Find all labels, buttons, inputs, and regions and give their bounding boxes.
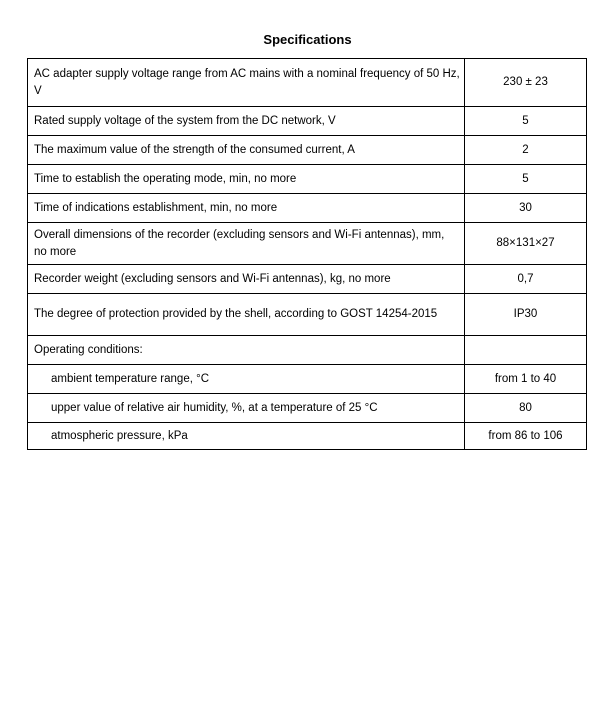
param-cell xyxy=(28,165,465,194)
param-text: The degree of protection provided by the shell, according to GOST 14254-2015 xyxy=(34,308,438,320)
param-text: AC adapter supply voltage range from AC mains with a nominal frequency of 50 Hz, V xyxy=(34,67,460,97)
table-row xyxy=(28,394,587,423)
page-title: Specifications xyxy=(263,32,352,47)
value-cell xyxy=(465,365,587,394)
param-cell xyxy=(28,59,465,107)
table-row xyxy=(28,165,587,194)
param-text: Overall dimensions of the recorder (excluding sensors and Wi-Fi antennas), mm, no more xyxy=(34,228,445,258)
table-row xyxy=(28,59,587,107)
value-text: 80 xyxy=(519,401,532,414)
specifications-table xyxy=(27,58,587,450)
value-text: from 86 to 106 xyxy=(488,429,563,442)
value-text: 0,7 xyxy=(517,272,534,285)
value-text: IP30 xyxy=(513,308,538,320)
param-cell xyxy=(28,294,465,336)
param-text: Time to establish the operating mode, min, no more xyxy=(34,172,297,185)
param-cell xyxy=(28,336,465,365)
param-cell xyxy=(28,365,465,394)
param-text: Recorder weight (excluding sensors and Wi-Fi antennas), kg, no more xyxy=(34,272,391,285)
value-cell xyxy=(465,223,587,265)
value-cell xyxy=(465,59,587,107)
param-cell xyxy=(28,136,465,165)
table-row xyxy=(28,336,587,365)
param-text: ambient temperature range, °C xyxy=(51,372,210,385)
param-text: The maximum value of the strength of the consumed current, A xyxy=(34,143,355,156)
value-cell xyxy=(465,294,587,336)
value-cell xyxy=(465,136,587,165)
param-text: Time of indications establishment, min, no more xyxy=(34,201,278,214)
value-cell xyxy=(465,165,587,194)
value-text: 2 xyxy=(522,143,529,156)
value-text: 5 xyxy=(522,172,529,185)
param-cell xyxy=(28,265,465,294)
param-cell xyxy=(28,223,465,265)
value-cell xyxy=(465,394,587,423)
value-text: 230 ± 23 xyxy=(503,76,548,88)
table-row xyxy=(28,107,587,136)
table-row xyxy=(28,265,587,294)
value-cell xyxy=(465,423,587,450)
param-cell xyxy=(28,394,465,423)
param-text: Operating conditions: xyxy=(34,343,143,356)
param-cell xyxy=(28,107,465,136)
value-text: 88×131×27 xyxy=(496,237,555,249)
table-row xyxy=(28,136,587,165)
value-text: from 1 to 40 xyxy=(494,372,557,385)
value-cell xyxy=(465,336,587,365)
table-row xyxy=(28,423,587,450)
param-cell xyxy=(28,423,465,450)
value-text: 5 xyxy=(522,114,529,127)
value-text: 30 xyxy=(519,201,532,214)
param-text: Rated supply voltage of the system from the DC network, V xyxy=(34,114,336,127)
param-text: upper value of relative air humidity, %, at a temperature of 25 °C xyxy=(51,401,378,414)
value-cell xyxy=(465,107,587,136)
table-row xyxy=(28,223,587,265)
value-cell xyxy=(465,194,587,223)
table-row xyxy=(28,365,587,394)
table-row xyxy=(28,294,587,336)
param-cell xyxy=(28,194,465,223)
value-cell xyxy=(465,265,587,294)
param-text: atmospheric pressure, kPa xyxy=(51,429,188,442)
table-row xyxy=(28,194,587,223)
